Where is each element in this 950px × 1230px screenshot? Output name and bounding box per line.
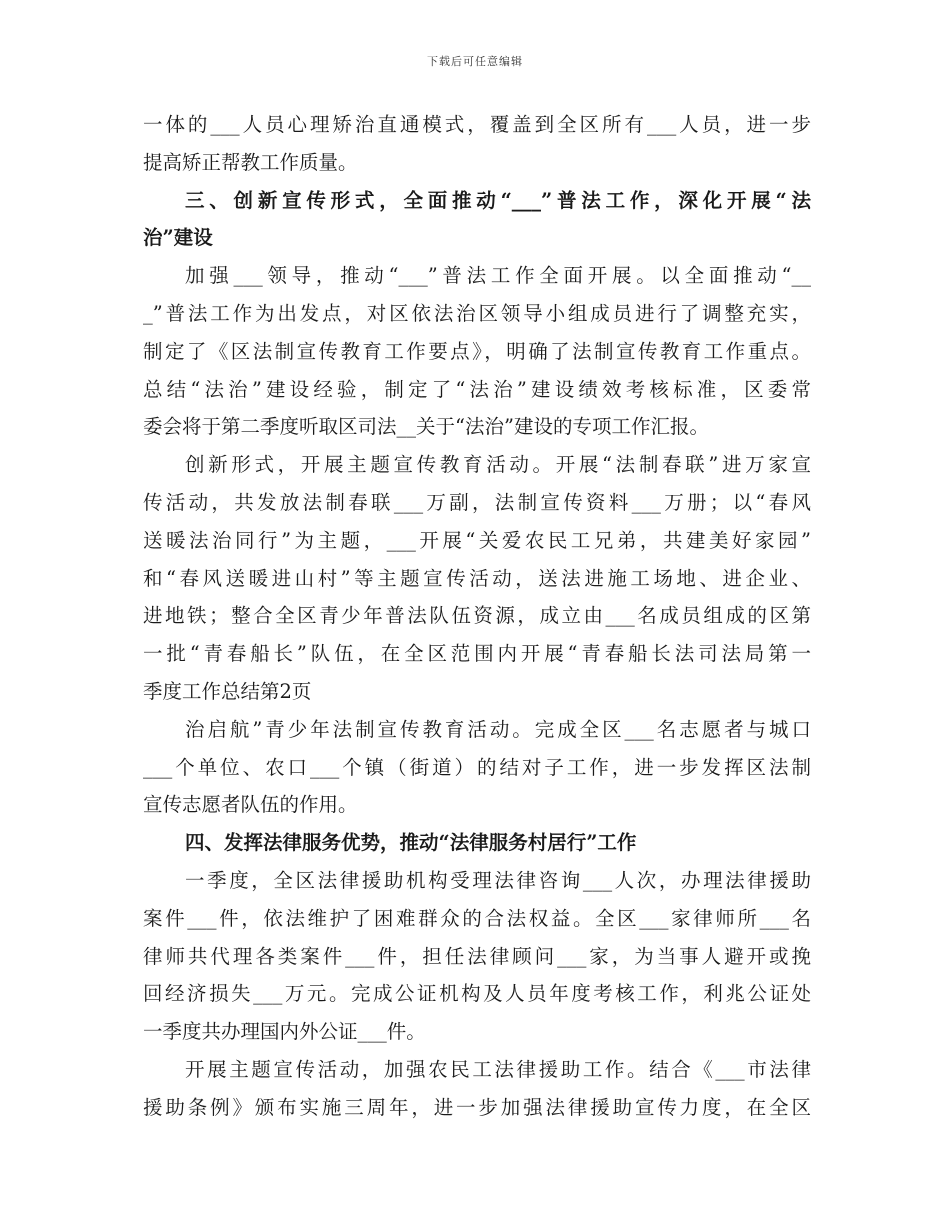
paragraph-line: 委会将于第二季度听取区司法__关于“法治”建设的专项工作汇报。 bbox=[143, 415, 709, 439]
section-heading-line: 四、发挥法律服务优势，推动“法律服务村居行”工作 bbox=[185, 831, 637, 855]
paragraph-line: 一批“青春船长”队伍，在全区范围内开展“青春船长法司法局第一 bbox=[143, 642, 811, 666]
paragraph-line: 进地铁；整合全区青少年普法队伍资源，成立由___名成员组成的区第 bbox=[143, 604, 811, 628]
paragraph-line: 制定了《区法制宣传教育工作要点》，明确了法制宣传教育工作重点。 bbox=[143, 339, 811, 363]
paragraph-line: 宣传志愿者队伍的作用。 bbox=[143, 793, 358, 817]
paragraph-line: 加强___领导，推动“___”普法工作全面开展。以全面推动“__ bbox=[185, 264, 811, 288]
paragraph-line: 一季度，全区法律援助机构受理法律咨询___人次，办理法律援助 bbox=[185, 868, 811, 892]
paragraph-line: 传活动，共发放法制春联___万副，法制宣传资料___万册；以“春风 bbox=[143, 490, 811, 514]
paragraph-line: 一季度共办理国内外公证___件。 bbox=[143, 1020, 426, 1044]
paragraph-line: 送暖法治同行”为主题，___开展“关爱农民工兄弟，共建美好家园” bbox=[143, 528, 811, 552]
paragraph-line: 援助条例》颁布实施三周年，进一步加强法律援助宣传力度，在全区 bbox=[143, 1095, 811, 1119]
paragraph-line: ___个单位、农口___个镇（街道）的结对子工作，进一步发挥区法制 bbox=[143, 755, 811, 779]
page-header: 下载后可任意编辑 bbox=[427, 55, 523, 68]
paragraph-line: 律师共代理各类案件___件，担任法律顾问___家，为当事人避开或挽 bbox=[143, 944, 811, 968]
paragraph-line: 一体的___人员心理矫治直通模式，覆盖到全区所有___人员，进一步 bbox=[143, 113, 811, 136]
paragraph-line: 总结“法治”建设经验，制定了“法治”建设绩效考核标准，区委常 bbox=[143, 377, 811, 401]
paragraph-line: 提高矫正帮教工作质量。 bbox=[143, 150, 358, 174]
section-heading-line: 治”建设 bbox=[143, 226, 213, 250]
paragraph-line: 创新形式，开展主题宣传教育活动。开展“法制春联”进万家宣 bbox=[185, 453, 811, 477]
paragraph-line: 治启航”青少年法制宣传教育活动。完成全区___名志愿者与城口 bbox=[185, 717, 811, 741]
paragraph-line: 案件___件，依法维护了困难群众的合法权益。全区___家律师所___名 bbox=[143, 906, 811, 930]
paragraph-line: 回经济损失___万元。完成公证机构及人员年度考核工作，利兆公证处 bbox=[143, 982, 811, 1006]
section-heading-line: 三、创新宣传形式，全面推动“___”普法工作，深化开展“法 bbox=[185, 188, 811, 212]
paragraph-line: _”普法工作为出发点，对区依法治区领导小组成员进行了调整充实， bbox=[143, 301, 811, 325]
paragraph-line: 和“春风送暖进山村”等主题宣传活动，送法进施工场地、进企业、 bbox=[143, 566, 811, 590]
document-body bbox=[143, 106, 811, 1127]
paragraph-line: 开展主题宣传活动，加强农民工法律援助工作。结合《___市法律 bbox=[185, 1057, 811, 1081]
paragraph-line: 季度工作总结第2页 bbox=[143, 679, 312, 703]
